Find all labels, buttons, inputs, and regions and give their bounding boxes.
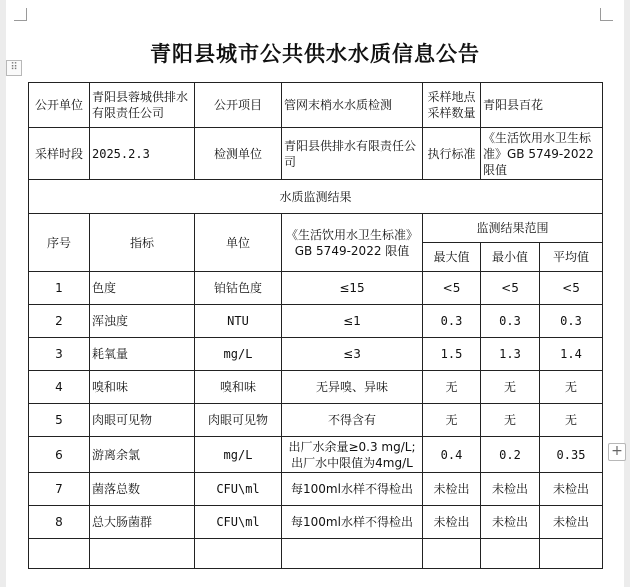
header-unit: 单位 (195, 214, 282, 272)
water-quality-table (28, 82, 603, 569)
row-no: 1 (29, 272, 90, 305)
row-no: 2 (29, 305, 90, 338)
row-indicator: 菌落总数 (90, 473, 195, 506)
row-limit: ≤3 (282, 338, 423, 371)
row-no: 8 (29, 506, 90, 539)
header-max: 最大值 (423, 243, 481, 272)
document-title: 青阳县城市公共供水水质信息公告 (150, 42, 480, 66)
table-row-empty (29, 539, 603, 569)
table-row (29, 272, 603, 305)
table-row (29, 305, 603, 338)
page-corner-mark-top-right (600, 8, 613, 21)
row-min: 未检出 (481, 506, 540, 539)
row-indicator: 浑浊度 (90, 305, 195, 338)
label-testing-unit: 检测单位 (195, 128, 282, 180)
row-indicator: 色度 (90, 272, 195, 305)
header-result-range: 监测结果范围 (423, 214, 603, 243)
row-no: 5 (29, 404, 90, 437)
section-title: 水质监测结果 (29, 180, 603, 214)
empty-cell (29, 539, 90, 569)
row-unit: 嗅和味 (195, 371, 282, 404)
row-min: 0.3 (481, 305, 540, 338)
header-min: 最小值 (481, 243, 540, 272)
row-limit: ≤15 (282, 272, 423, 305)
label-standard: 执行标准 (423, 128, 481, 180)
row-unit: 肉眼可见物 (195, 404, 282, 437)
sampling-site-value: 青阳县百花 (481, 83, 603, 128)
table-row (29, 506, 603, 539)
row-min: 未检出 (481, 473, 540, 506)
row-limit: 每100ml水样不得检出 (282, 506, 423, 539)
row-indicator: 嗅和味 (90, 371, 195, 404)
info-row-2 (29, 128, 603, 180)
row-avg: 无 (540, 371, 603, 404)
row-indicator: 游离余氯 (90, 437, 195, 473)
public-unit-value: 青阳县蓉城供排水有限责任公司 (90, 83, 195, 128)
table-move-handle-icon[interactable]: ⠿ (6, 60, 22, 76)
empty-cell (423, 539, 481, 569)
public-item-value: 管网末梢水水质检测 (282, 83, 423, 128)
row-max: 未检出 (423, 506, 481, 539)
header-avg: 平均值 (540, 243, 603, 272)
page-corner-mark-top-left (14, 8, 27, 21)
row-max: 1.5 (423, 338, 481, 371)
row-limit: 不得含有 (282, 404, 423, 437)
row-unit: CFU\ml (195, 473, 282, 506)
empty-cell (282, 539, 423, 569)
row-limit: ≤1 (282, 305, 423, 338)
row-unit: CFU\ml (195, 506, 282, 539)
row-min: <5 (481, 272, 540, 305)
table-row (29, 371, 603, 404)
standard-value: 《生活饮用水卫生标准》GB 5749-2022 限值 (481, 128, 603, 180)
row-avg: 未检出 (540, 473, 603, 506)
row-min: 1.3 (481, 338, 540, 371)
header-standard: 《生活饮用水卫生标准》GB 5749-2022 限值 (282, 214, 423, 272)
row-unit: mg/L (195, 437, 282, 473)
row-unit: 铂钴色度 (195, 272, 282, 305)
row-avg: 1.4 (540, 338, 603, 371)
empty-cell (90, 539, 195, 569)
row-min: 无 (481, 404, 540, 437)
row-max: 未检出 (423, 473, 481, 506)
row-no: 3 (29, 338, 90, 371)
row-unit: NTU (195, 305, 282, 338)
row-min: 0.2 (481, 437, 540, 473)
row-indicator: 总大肠菌群 (90, 506, 195, 539)
row-no: 7 (29, 473, 90, 506)
add-row-icon[interactable]: + (608, 443, 626, 461)
header-row-1 (29, 214, 603, 243)
label-public-unit: 公开单位 (29, 83, 90, 128)
header-indicator: 指标 (90, 214, 195, 272)
empty-cell (195, 539, 282, 569)
row-indicator: 耗氧量 (90, 338, 195, 371)
table-row (29, 404, 603, 437)
label-sampling-time: 采样时段 (29, 128, 90, 180)
page-gutter-right (624, 0, 630, 587)
row-avg: 无 (540, 404, 603, 437)
label-public-item: 公开项目 (195, 83, 282, 128)
row-limit: 每100ml水样不得检出 (282, 473, 423, 506)
testing-unit-value: 青阳县供排水有限责任公司 (282, 128, 423, 180)
row-max: 0.3 (423, 305, 481, 338)
row-limit: 出厂水余量≥0.3 mg/L;出厂水中限值为4mg/L (282, 437, 423, 473)
table-row (29, 473, 603, 506)
empty-cell (481, 539, 540, 569)
table-row (29, 338, 603, 371)
sampling-time-value: 2025.2.3 (90, 128, 195, 180)
row-max: 0.4 (423, 437, 481, 473)
header-no: 序号 (29, 214, 90, 272)
row-avg: <5 (540, 272, 603, 305)
label-sampling-site: 采样地点采样数量 (423, 83, 481, 128)
row-max: 无 (423, 404, 481, 437)
row-avg: 0.3 (540, 305, 603, 338)
row-no: 6 (29, 437, 90, 473)
section-row (29, 180, 603, 214)
row-max: 无 (423, 371, 481, 404)
row-limit: 无异嗅、异味 (282, 371, 423, 404)
row-no: 4 (29, 371, 90, 404)
row-unit: mg/L (195, 338, 282, 371)
row-min: 无 (481, 371, 540, 404)
page-gutter-left (0, 0, 6, 587)
row-max: <5 (423, 272, 481, 305)
empty-cell (540, 539, 603, 569)
info-row-1 (29, 83, 603, 128)
row-avg: 未检出 (540, 506, 603, 539)
table-row (29, 437, 603, 473)
row-indicator: 肉眼可见物 (90, 404, 195, 437)
row-avg: 0.35 (540, 437, 603, 473)
